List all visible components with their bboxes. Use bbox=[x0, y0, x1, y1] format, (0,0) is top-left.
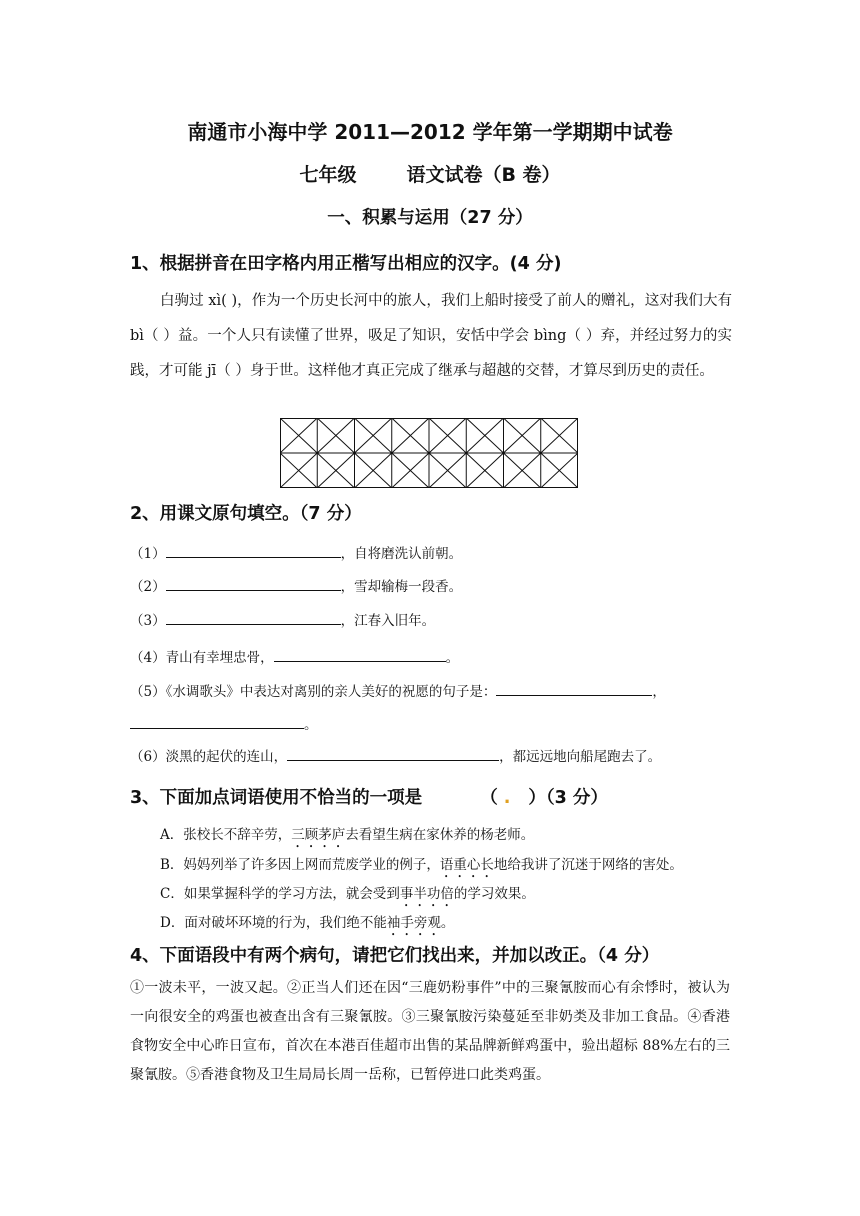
subject-label: 语文试卷（B 卷） bbox=[406, 164, 561, 186]
answer-blank[interactable] bbox=[166, 543, 341, 558]
option-b[interactable] bbox=[160, 853, 683, 881]
answer-blank[interactable] bbox=[166, 576, 341, 591]
option-text: B．妈妈列举了许多因上网而荒废学业的例子， bbox=[160, 857, 440, 873]
fill-line-6 bbox=[130, 745, 661, 765]
fill-line-3 bbox=[130, 609, 435, 629]
line-end: 。 bbox=[445, 650, 460, 666]
dotted-word: 袖手旁观 bbox=[386, 915, 441, 931]
question-4-heading: 4、下面语段中有两个病句，请把它们找出来，并加以改正。（4 分） bbox=[130, 946, 660, 966]
line-text: （4）青山有幸埋忠骨， bbox=[130, 650, 274, 666]
line-text: ，江春入旧年。 bbox=[340, 613, 436, 629]
question-3-heading bbox=[130, 784, 608, 809]
fill-line-2 bbox=[130, 575, 462, 595]
answer-paren-open: （ bbox=[480, 788, 498, 808]
option-text: D．面对破坏环境的行为，我们绝不能 bbox=[160, 915, 387, 931]
dotted-word: 事半功倍 bbox=[399, 886, 454, 902]
line-text: ，雪却输梅一段香。 bbox=[340, 579, 463, 595]
option-text: 的学习效果。 bbox=[453, 886, 535, 902]
line-number: （3） bbox=[130, 613, 166, 629]
fill-line-5b bbox=[130, 713, 318, 733]
answer-blank[interactable] bbox=[496, 681, 652, 696]
exam-subtitle bbox=[0, 160, 860, 187]
answer-blank[interactable] bbox=[274, 647, 446, 662]
option-text: C．如果掌握科学的学习方法，就会受到 bbox=[160, 886, 400, 902]
option-d[interactable] bbox=[160, 911, 454, 939]
option-text: 去看望生病在家休养的杨老师。 bbox=[345, 827, 535, 843]
line-text: （5）《水调歌头》中表达对离别的亲人美好的祝愿的句子是： bbox=[130, 684, 497, 700]
line-end: ，都远远地向船尾跑去了。 bbox=[499, 749, 662, 765]
option-text: 。 bbox=[440, 915, 455, 931]
fill-line-5 bbox=[130, 680, 666, 700]
answer-paren-close: ）（3 分） bbox=[528, 788, 608, 808]
section-title: 一、积累与运用（27 分） bbox=[327, 208, 533, 228]
fill-line-4 bbox=[130, 646, 459, 666]
exam-title: 南通市小海中学 2011—2012 学年第一学期期中试卷 bbox=[187, 120, 673, 144]
answer-blank[interactable] bbox=[287, 746, 499, 761]
question-3-text: 3、下面加点词语使用不恰当的一项是 bbox=[130, 788, 423, 808]
fill-line-1 bbox=[130, 542, 462, 562]
question-4-paragraph: ①一波未平，一波又起。②正当人们还在因“三鹿奶粉事件”中的三聚氰胺而心有余悸时，被认为一向很安全的鸡蛋也被查出含有三聚氰胺。③三聚氰胺污染蔓延至非奶类及非加工食品。④香港食物安全中心昨日宣布，首次在本港百佳超市出售的某品牌新鲜鸡蛋中，验出超标 88%左右的三聚氰胺。⑤香港食物及卫生局局长周一岳称，已暂停进口此类鸡蛋。 bbox=[130, 980, 730, 1083]
grade-label: 七年级 bbox=[299, 164, 357, 186]
answer-blank[interactable] bbox=[130, 714, 304, 729]
dotted-word: 语重心长 bbox=[439, 857, 494, 873]
option-c[interactable] bbox=[160, 882, 535, 910]
line-number: （2） bbox=[130, 579, 166, 595]
question-1-heading: 1、根据拼音在田字格内用正楷写出相应的汉字。(4 分) bbox=[130, 254, 562, 274]
option-text: 地给我讲了沉迷于网络的害处。 bbox=[493, 857, 683, 873]
line-end: 。 bbox=[304, 717, 318, 733]
question-1-paragraph: 白驹过 xì( )，作为一个历史长河中的旅人，我们上船时接受了前人的赠礼，这对我们大有 bì（ ）益。一个人只有读懂了世界，吸足了知识，安恬中学会 bìng（ ）弃，并经过努力的实践，才可能 jī（ ）身于世。这样他才真正完成了继承与超越的交替，才算尽到历史的责任。 bbox=[130, 293, 732, 379]
option-a[interactable] bbox=[160, 823, 534, 851]
answer-blank[interactable] bbox=[166, 610, 341, 625]
line-text: ，自将磨洗认前朝。 bbox=[340, 546, 463, 562]
line-comma: ， bbox=[652, 684, 666, 700]
option-text: A．张校长不辞辛劳， bbox=[160, 827, 292, 843]
answer-mark[interactable]: . bbox=[503, 788, 511, 808]
question-2-heading: 2、用课文原句填空。（7 分） bbox=[130, 504, 362, 524]
line-number: （1） bbox=[130, 546, 166, 562]
tianzige-grid[interactable] bbox=[280, 418, 578, 488]
dotted-word: 三顾茅庐 bbox=[291, 827, 346, 843]
line-text: （6）淡黑的起伏的连山， bbox=[130, 749, 288, 765]
